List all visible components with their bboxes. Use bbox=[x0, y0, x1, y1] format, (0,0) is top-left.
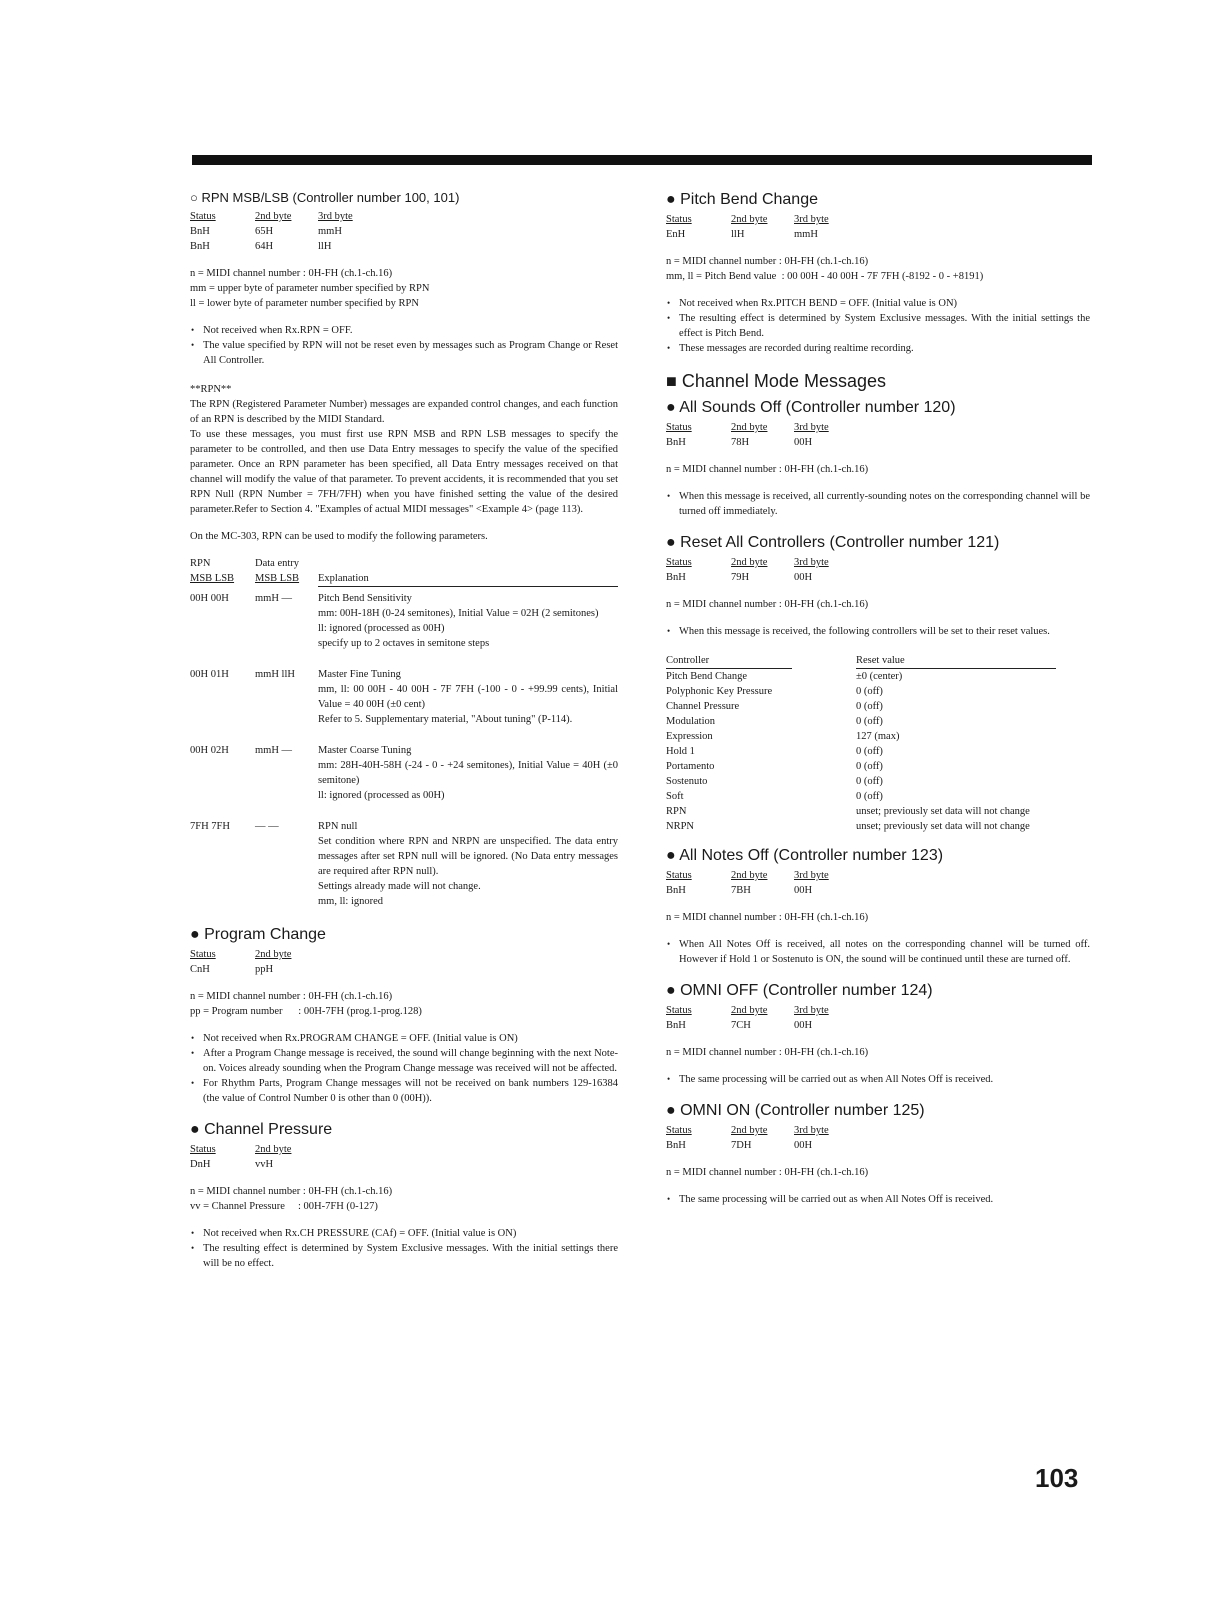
rpn-msb-lsb-heading: ○ RPN MSB/LSB (Controller number 100, 101) bbox=[190, 190, 460, 205]
controller-name: Hold 1 bbox=[666, 746, 695, 757]
status-cell: 00H bbox=[794, 572, 813, 583]
status-cell: 00H bbox=[794, 437, 813, 448]
status-cell: EnH bbox=[666, 229, 686, 240]
status-header: Status bbox=[190, 949, 216, 960]
explanation-line: mm: 00H-18H (0-24 semitones), Initial Value = 02H (2 semitones) bbox=[318, 608, 599, 619]
status-cell: 64H bbox=[255, 241, 274, 252]
second-byte-header: 2nd byte bbox=[731, 214, 768, 225]
reset-value-header: Reset value bbox=[856, 653, 1056, 669]
status-cell: llH bbox=[318, 241, 332, 252]
data-entry-header: Data entry bbox=[255, 558, 300, 569]
explanation-line: Refer to 5. Supplementary material, "About tuning" (P-114). bbox=[318, 714, 573, 725]
bullet-list bbox=[666, 296, 1090, 356]
status-header: Status bbox=[190, 1144, 216, 1155]
rpn-header: RPN bbox=[190, 558, 211, 569]
controller-name: RPN bbox=[666, 806, 687, 817]
status-cell: BnH bbox=[666, 1140, 686, 1151]
omni-on-heading: ● OMNI ON (Controller number 125) bbox=[666, 1101, 1090, 1121]
second-byte-header: 2nd byte bbox=[731, 1005, 768, 1016]
explanation bbox=[318, 819, 618, 909]
status-cell: 00H bbox=[794, 1020, 813, 1031]
controller-name: Sostenuto bbox=[666, 776, 708, 787]
status-table bbox=[190, 947, 618, 977]
rpn-number: 00H 02H bbox=[190, 745, 229, 756]
bullet-list bbox=[666, 937, 1090, 967]
bullet-list bbox=[666, 1192, 1090, 1207]
definition-line: mm, ll = Pitch Bend value : 00 00H - 40 00H - 7F 7FH (-8192 - 0 - +8191) bbox=[666, 271, 984, 282]
second-byte-header: 2nd byte bbox=[731, 422, 768, 433]
bullet-list bbox=[190, 1031, 618, 1106]
rpn-row-master-fine-tuning bbox=[190, 667, 618, 727]
second-byte-header: 2nd byte bbox=[255, 211, 292, 222]
reset-value: 0 (off) bbox=[856, 746, 883, 757]
bullet-item: • These messages are recorded during realtime recording. bbox=[666, 341, 1090, 356]
status-header: Status bbox=[666, 557, 692, 568]
definition-line: n = MIDI channel number : 0H-FH (ch.1-ch.16) bbox=[666, 1047, 869, 1058]
bullet-list bbox=[666, 1072, 1090, 1087]
omni-off-heading: ● OMNI OFF (Controller number 124) bbox=[666, 981, 1090, 1001]
all-notes-off-heading: ● All Notes Off (Controller number 123) bbox=[666, 846, 1090, 866]
second-byte-header: 2nd byte bbox=[255, 949, 292, 960]
status-cell: llH bbox=[731, 229, 745, 240]
definition-line: n = MIDI channel number : 0H-FH (ch.1-ch.16) bbox=[666, 912, 869, 923]
third-byte-header: 3rd byte bbox=[794, 870, 829, 881]
status-table bbox=[666, 1003, 1090, 1033]
definition-line: ll = lower byte of parameter number specified by RPN bbox=[190, 298, 419, 309]
controller-name: Polyphonic Key Pressure bbox=[666, 686, 773, 697]
rpn-msb-lsb-header: MSB LSB bbox=[190, 573, 235, 584]
page-number: 103 bbox=[1035, 1463, 1079, 1493]
data-msb-lsb-header: MSB LSB bbox=[255, 573, 300, 584]
definitions bbox=[190, 989, 618, 1019]
bullet-item: • Not received when Rx.PITCH BEND = OFF. (Initial value is ON) bbox=[666, 296, 1090, 311]
status-cell: DnH bbox=[190, 1159, 211, 1170]
rpn-row-rpn-null bbox=[190, 819, 618, 909]
second-byte-header: 2nd byte bbox=[731, 1125, 768, 1136]
pitch-bend-heading: ● Pitch Bend Change bbox=[666, 190, 1090, 210]
explanation-line: RPN null bbox=[318, 821, 358, 832]
third-byte-header: 3rd byte bbox=[794, 1005, 829, 1016]
rpn-row-master-coarse-tuning bbox=[190, 743, 618, 803]
status-table bbox=[666, 420, 1090, 450]
explanation-line: Master Fine Tuning bbox=[318, 669, 401, 680]
definition-line: n = MIDI channel number : 0H-FH (ch.1-ch.16) bbox=[666, 464, 869, 475]
status-table bbox=[190, 209, 618, 254]
definition-line: vv = Channel Pressure : 00H-7FH (0-127) bbox=[190, 1201, 378, 1212]
rpn-paragraph: The RPN (Registered Parameter Number) messages are expanded control changes, and each function of an RPN is described by the MIDI Standard. To use these messages, you must first use RPN MSB and RPN LSB messages to specify the parameter to be controlled, and then use Data Entry messages to specify the value of the specified parameter. Once an RPN parameter has been specified, all Data Entry messages received on that channel will modify the value of that parameter. To prevent accidents, it is recommended that you set RPN Null (RPN Number = 7FH/7FH) when you have finished setting the value of the desired parameter.Refer to Section 4. "Examples of actual MIDI messages" <Example 4> (page 113). bbox=[190, 399, 618, 515]
status-cell: CnH bbox=[190, 964, 210, 975]
status-table bbox=[666, 868, 1090, 898]
data-entry: — — bbox=[255, 821, 279, 832]
bullet-item: • Not received when Rx.RPN = OFF. bbox=[190, 323, 618, 338]
status-cell: 00H bbox=[794, 1140, 813, 1151]
definition-line: n = MIDI channel number : 0H-FH (ch.1-ch.16) bbox=[190, 991, 393, 1002]
controller-name: Modulation bbox=[666, 716, 715, 727]
definition-line: n = MIDI channel number : 0H-FH (ch.1-ch.16) bbox=[666, 599, 869, 610]
status-cell: BnH bbox=[666, 572, 686, 583]
bullet-item: • The same processing will be carried out as when All Notes Off is received. bbox=[666, 1072, 1090, 1087]
status-cell: 7CH bbox=[731, 1020, 751, 1031]
status-cell: mmH bbox=[794, 229, 818, 240]
definition-line: pp = Program number : 00H-7FH (prog.1-prog.128) bbox=[190, 1006, 422, 1017]
explanation-line: mm: 28H-40H-58H (-24 - 0 - +24 semitones), Initial Value = 40H (±0 semitone) bbox=[318, 760, 618, 786]
reset-value: 0 (off) bbox=[856, 791, 883, 802]
status-table bbox=[190, 1142, 618, 1172]
explanation-line: Master Coarse Tuning bbox=[318, 745, 412, 756]
bullet-list bbox=[666, 489, 1090, 519]
reset-value: unset; previously set data will not change bbox=[856, 806, 1030, 817]
definitions bbox=[190, 266, 618, 311]
status-cell: BnH bbox=[666, 437, 686, 448]
third-byte-header: 3rd byte bbox=[318, 211, 353, 222]
explanation-line: ll: ignored (processed as 00H) bbox=[318, 623, 445, 634]
reset-value: 0 (off) bbox=[856, 761, 883, 772]
second-byte-header: 2nd byte bbox=[255, 1144, 292, 1155]
bullet-list bbox=[190, 1226, 618, 1271]
explanation-line: mm, ll: 00 00H - 40 00H - 7F 7FH (-100 - 0 - +99.99 cents), Initial Value = 40 00H (±0 cent) bbox=[318, 684, 618, 710]
bullet-item: • Not received when Rx.PROGRAM CHANGE = OFF. (Initial value is ON) bbox=[190, 1031, 618, 1046]
data-entry: mmH — bbox=[255, 745, 293, 756]
bullet-item: • After a Program Change message is received, the sound will change beginning with the next Note-on. Voices already sounding when the Program Change message was received will not be affected. bbox=[190, 1046, 618, 1076]
status-cell: mmH bbox=[318, 226, 342, 237]
status-table bbox=[666, 1123, 1090, 1153]
status-header: Status bbox=[666, 1125, 692, 1136]
status-cell: 65H bbox=[255, 226, 274, 237]
controller-name: Expression bbox=[666, 731, 713, 742]
status-header: Status bbox=[666, 1005, 692, 1016]
status-table bbox=[666, 212, 1090, 242]
explanation-line: specify up to 2 octaves in semitone steps bbox=[318, 638, 490, 649]
explanation bbox=[318, 667, 618, 727]
definitions bbox=[190, 1184, 618, 1214]
third-byte-header: 3rd byte bbox=[794, 422, 829, 433]
bullet-item: • The value specified by RPN will not be reset even by messages such as Program Change or Reset All Controller. bbox=[190, 338, 618, 368]
rpn-title: **RPN** bbox=[190, 384, 232, 395]
controller-name: NRPN bbox=[666, 821, 695, 832]
left-column bbox=[190, 190, 618, 1285]
channel-pressure-heading: ● Channel Pressure bbox=[190, 1120, 618, 1140]
status-table bbox=[666, 555, 1090, 585]
controller-name: Portamento bbox=[666, 761, 715, 772]
bullet-item: • The resulting effect is determined by System Exclusive messages. With the initial settings the effect is Pitch Bend. bbox=[666, 311, 1090, 341]
definitions bbox=[666, 254, 1090, 284]
mc303-line: On the MC-303, RPN can be used to modify the following parameters. bbox=[190, 531, 488, 542]
status-header: Status bbox=[666, 214, 692, 225]
rpn-row-pitch-bend-sensitivity bbox=[190, 591, 618, 651]
definition-line: n = MIDI channel number : 0H-FH (ch.1-ch.16) bbox=[666, 1167, 869, 1178]
status-cell: BnH bbox=[190, 226, 210, 237]
bullet-item: • When this message is received, all currently-sounding notes on the corresponding channel will be turned off immediately. bbox=[666, 489, 1090, 519]
data-entry: mmH llH bbox=[255, 669, 295, 680]
explanation-header: Explanation bbox=[318, 571, 618, 587]
controller-reset-table bbox=[666, 653, 1090, 834]
controller-name: Soft bbox=[666, 791, 684, 802]
reset-value: 0 (off) bbox=[856, 686, 883, 697]
controller-name: Pitch Bend Change bbox=[666, 671, 748, 682]
program-change-heading: ● Program Change bbox=[190, 925, 618, 945]
bullet-item: • When All Notes Off is received, all notes on the corresponding channel will be turned off. However if Hold 1 or Sostenuto is ON, the sound will be continued until these are turned off. bbox=[666, 937, 1090, 967]
explanation-line: Set condition where RPN and NRPN are unspecified. The data entry messages after set RPN null will be ignored. (No Data entry messages are required after RPN null). bbox=[318, 836, 618, 877]
bullet-item: • When this message is received, the following controllers will be set to their reset values. bbox=[666, 624, 1090, 639]
status-cell: BnH bbox=[666, 1020, 686, 1031]
status-cell: BnH bbox=[190, 241, 210, 252]
right-column bbox=[666, 190, 1090, 1221]
explanation-line: Settings already made will not change. bbox=[318, 881, 481, 892]
bullet-list bbox=[666, 624, 1090, 639]
controller-header: Controller bbox=[666, 653, 792, 669]
status-cell: 7BH bbox=[731, 885, 751, 896]
bullet-item: • For Rhythm Parts, Program Change messages will not be received on bank numbers 129-16384 (the value of Control Number 0 is other than 0 (00H)). bbox=[190, 1076, 618, 1106]
definition-line: n = MIDI channel number : 0H-FH (ch.1-ch.16) bbox=[190, 1186, 393, 1197]
status-cell: 78H bbox=[731, 437, 750, 448]
reset-value: 0 (off) bbox=[856, 776, 883, 787]
channel-mode-heading: ■ Channel Mode Messages bbox=[666, 370, 1090, 392]
reset-value: 127 (max) bbox=[856, 731, 900, 742]
data-entry: mmH — bbox=[255, 593, 293, 604]
status-header: Status bbox=[666, 870, 692, 881]
status-cell: BnH bbox=[666, 885, 686, 896]
reset-value: 0 (off) bbox=[856, 716, 883, 727]
reset-value: 0 (off) bbox=[856, 701, 883, 712]
definition-line: mm = upper byte of parameter number specified by RPN bbox=[190, 283, 430, 294]
second-byte-header: 2nd byte bbox=[731, 870, 768, 881]
third-byte-header: 3rd byte bbox=[794, 1125, 829, 1136]
definition-line: n = MIDI channel number : 0H-FH (ch.1-ch.16) bbox=[666, 256, 869, 267]
rpn-number: 7FH 7FH bbox=[190, 821, 230, 832]
reset-all-controllers-heading: ● Reset All Controllers (Controller number 121) bbox=[666, 533, 1090, 553]
explanation-line: mm, ll: ignored bbox=[318, 896, 384, 907]
status-cell: 00H bbox=[794, 885, 813, 896]
bullet-list bbox=[190, 323, 618, 368]
status-cell: ppH bbox=[255, 964, 274, 975]
reset-value: ±0 (center) bbox=[856, 671, 903, 682]
explanation bbox=[318, 591, 618, 651]
explanation-line: Pitch Bend Sensitivity bbox=[318, 593, 412, 604]
rpn-table-header bbox=[190, 556, 618, 587]
status-cell: 7DH bbox=[731, 1140, 752, 1151]
status-cell: 79H bbox=[731, 572, 750, 583]
definition-line: n = MIDI channel number : 0H-FH (ch.1-ch.16) bbox=[190, 268, 393, 279]
bullet-item: • The resulting effect is determined by System Exclusive messages. With the initial settings there will be no effect. bbox=[190, 1241, 618, 1271]
rpn-number: 00H 00H bbox=[190, 593, 229, 604]
controller-name: Channel Pressure bbox=[666, 701, 740, 712]
third-byte-header: 3rd byte bbox=[794, 557, 829, 568]
reset-value: unset; previously set data will not change bbox=[856, 821, 1030, 832]
explanation-line: ll: ignored (processed as 00H) bbox=[318, 790, 445, 801]
third-byte-header: 3rd byte bbox=[794, 214, 829, 225]
status-header: Status bbox=[666, 422, 692, 433]
all-sounds-off-heading: ● All Sounds Off (Controller number 120) bbox=[666, 398, 1090, 418]
bullet-item: • Not received when Rx.CH PRESSURE (CAf) = OFF. (Initial value is ON) bbox=[190, 1226, 618, 1241]
status-cell: vvH bbox=[255, 1159, 274, 1170]
top-rule bbox=[192, 155, 1092, 165]
status-header: Status bbox=[190, 211, 216, 222]
second-byte-header: 2nd byte bbox=[731, 557, 768, 568]
explanation bbox=[318, 743, 618, 803]
rpn-number: 00H 01H bbox=[190, 669, 229, 680]
bullet-item: • The same processing will be carried out as when All Notes Off is received. bbox=[666, 1192, 1090, 1207]
